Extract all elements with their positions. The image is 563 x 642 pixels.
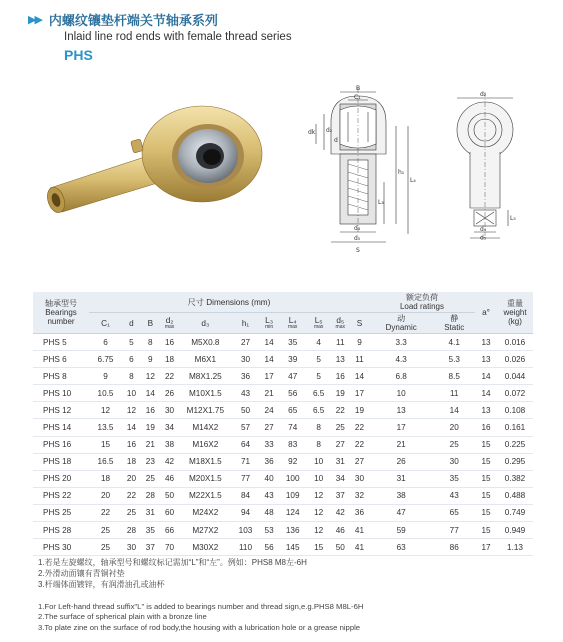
table-cell: 26 [369, 453, 434, 470]
table-cell: 6.75 [89, 351, 122, 368]
table-cell: M10X1.5 [179, 385, 231, 402]
table-cell: 48 [260, 504, 279, 521]
table-cell: 11 [433, 385, 475, 402]
table-cell: 17 [260, 368, 279, 385]
bearing-number-cell: PHS 6 [33, 351, 89, 368]
table-cell: 5 [307, 351, 331, 368]
table-cell: 10 [122, 385, 141, 402]
table-cell: 28 [141, 487, 160, 504]
table-cell: 41 [350, 522, 369, 539]
header-dimensions: 尺寸 Dimensions (mm) [89, 292, 369, 313]
table-cell: 14 [475, 385, 497, 402]
table-cell: 16 [122, 436, 141, 453]
table-cell: M22X1.5 [179, 487, 231, 504]
title-row [28, 10, 292, 29]
note-cn-3: 3.杆端体面镀锌，有润滑油孔或油杯 [38, 580, 165, 589]
table-cell: 47 [369, 504, 434, 521]
table-cell: 31 [369, 470, 434, 487]
table-cell: 14 [122, 419, 141, 436]
table-cell: 77 [433, 522, 475, 539]
table-cell: 59 [369, 522, 434, 539]
table-cell: 57 [231, 419, 259, 436]
table-cell: 34 [330, 470, 350, 487]
table-cell: M24X2 [179, 504, 231, 521]
bearing-number-cell: PHS 22 [33, 487, 89, 504]
table-cell: 25 [89, 522, 122, 539]
table-cell: 4 [307, 334, 331, 351]
table-cell: 19 [141, 419, 160, 436]
col-L5 [307, 313, 331, 334]
table-cell: 124 [279, 504, 307, 521]
table-cell: 0.044 [497, 368, 533, 385]
table-cell: 36 [350, 504, 369, 521]
table-cell: M18X1.5 [179, 453, 231, 470]
col-static [433, 313, 475, 334]
bearing-number-cell: PHS 18 [33, 453, 89, 470]
table-cell: 12 [122, 402, 141, 419]
table-cell: 12 [89, 402, 122, 419]
table-cell: 18 [89, 470, 122, 487]
notes-english [38, 602, 363, 633]
header-load-en: Load ratings [399, 302, 444, 311]
dimensions-table-container [33, 292, 533, 556]
table-row [33, 470, 533, 487]
table-cell: 14 [350, 368, 369, 385]
table-cell: 18 [122, 453, 141, 470]
table-cell: 13 [369, 402, 434, 419]
table-cell: 14 [433, 402, 475, 419]
table-cell: 22 [330, 402, 350, 419]
title-english: Inlaid line rod ends with female thread series [64, 31, 292, 43]
header-weight [497, 292, 533, 334]
table-cell: 74 [279, 419, 307, 436]
table-cell: 19 [330, 385, 350, 402]
double-arrow-icon: ▶▶ [28, 13, 41, 26]
table-cell: 43 [260, 487, 279, 504]
table-cell: 13 [475, 402, 497, 419]
table-cell: 70 [160, 539, 180, 556]
table-cell: M12X1.75 [179, 402, 231, 419]
series-code: PHS [64, 47, 93, 63]
table-cell: 30 [433, 453, 475, 470]
dim-C1-label: C₁ [354, 94, 361, 101]
table-cell: 12 [141, 368, 160, 385]
table-cell: 14 [475, 368, 497, 385]
table-cell: 23 [141, 453, 160, 470]
table-cell: 0.108 [497, 402, 533, 419]
table-cell: 5.3 [433, 351, 475, 368]
dim-dk-label: dk [308, 129, 316, 136]
dim-L3-label: L₃ [378, 199, 384, 206]
table-cell: 83 [279, 436, 307, 453]
col-static-cn: 静 [450, 314, 459, 323]
table-cell: M5X0.8 [179, 334, 231, 351]
bearing-number-cell: PHS 5 [33, 334, 89, 351]
col-d2-label: d₂ [165, 316, 174, 325]
col-d5-sub: max [335, 324, 345, 330]
table-cell: 15 [307, 539, 331, 556]
table-cell: 30 [231, 351, 259, 368]
dim-d3-label: d₃ [354, 225, 361, 232]
table-cell: 15 [475, 504, 497, 521]
table-row [33, 504, 533, 521]
col-dynamic [369, 313, 434, 334]
bearing-number-cell: PHS 12 [33, 402, 89, 419]
table-cell: 145 [279, 539, 307, 556]
table-cell: 0.026 [497, 351, 533, 368]
dim-d-label: d [334, 137, 338, 144]
bearing-number-cell: PHS 20 [33, 470, 89, 487]
table-row [33, 453, 533, 470]
table-cell: 84 [231, 487, 259, 504]
col-C1: C₁ [89, 313, 122, 334]
page-header [28, 10, 292, 63]
header-bearing-en2: number [47, 317, 75, 326]
note-en-1: 1.For Left-hand thread suffix"L" is added to bearings number and thread sign,e.g.PHS8 M8L-6H [38, 602, 364, 611]
table-cell: 13.5 [89, 419, 122, 436]
table-row [33, 402, 533, 419]
table-cell: 20 [89, 487, 122, 504]
table-cell: 8 [141, 334, 160, 351]
table-cell: M14X2 [179, 419, 231, 436]
col-L4 [279, 313, 307, 334]
table-cell: 9 [89, 368, 122, 385]
table-cell: 31 [330, 453, 350, 470]
table-cell: 11 [350, 351, 369, 368]
table-cell: M16X2 [179, 436, 231, 453]
table-cell: 4.1 [433, 334, 475, 351]
table-cell: 63 [369, 539, 434, 556]
table-cell: 0.225 [497, 436, 533, 453]
col-L3-sub: min [265, 324, 274, 330]
table-cell: M20X1.5 [179, 470, 231, 487]
col-d2-sub: max [164, 324, 175, 330]
table-cell: 1.13 [497, 539, 533, 556]
table-cell: 10 [307, 453, 331, 470]
table-cell: 11 [330, 334, 350, 351]
col-h1: h₁ [231, 313, 259, 334]
table-cell: 16 [475, 419, 497, 436]
bearing-number-cell: PHS 14 [33, 419, 89, 436]
table-cell: 22 [122, 487, 141, 504]
table-cell: 25 [89, 539, 122, 556]
side-d2-label: d₂ [480, 91, 487, 98]
table-cell: 0.488 [497, 487, 533, 504]
table-cell: 15 [89, 436, 122, 453]
table-cell: 56 [260, 539, 279, 556]
table-cell: 22 [350, 436, 369, 453]
table-cell: 13 [475, 351, 497, 368]
table-cell: 9 [141, 351, 160, 368]
col-L4-sub: max [287, 324, 298, 330]
table-cell: 15 [475, 436, 497, 453]
table-header-bottom [33, 313, 533, 334]
table-cell: 46 [330, 522, 350, 539]
col-S: S [350, 313, 369, 334]
table-cell: 22 [350, 419, 369, 436]
bearing-number-cell: PHS 28 [33, 522, 89, 539]
note-en-3: 3.To plate zine on the surface of rod body,the housing with a lubrication hole or a grease nipple [38, 622, 361, 632]
table-cell: M8X1.25 [179, 368, 231, 385]
table-cell: 0.016 [497, 334, 533, 351]
table-cell: 9 [350, 334, 369, 351]
table-cell: 66 [160, 522, 180, 539]
table-row [33, 351, 533, 368]
header-weight-en2: (kg) [508, 317, 522, 326]
table-cell: 5 [122, 334, 141, 351]
table-cell: 6.8 [369, 368, 434, 385]
table-cell: 5 [307, 368, 331, 385]
table-cell: 47 [279, 368, 307, 385]
table-cell: M27X2 [179, 522, 231, 539]
table-cell: 39 [279, 351, 307, 368]
title-chinese: 内螺纹镶垫杆端关节轴承系列 [48, 14, 218, 29]
side-d5-label: d₅ [480, 234, 487, 240]
table-cell: 27 [330, 436, 350, 453]
table-cell: 13 [330, 351, 350, 368]
table-cell: 8 [307, 419, 331, 436]
table-cell: 30 [350, 470, 369, 487]
table-cell: 22 [89, 504, 122, 521]
table-cell: 40 [260, 470, 279, 487]
table-cell: 36 [231, 368, 259, 385]
table-cell: 94 [231, 504, 259, 521]
table-cell: 42 [160, 453, 180, 470]
table-cell: 60 [160, 504, 180, 521]
table-cell: 28 [122, 522, 141, 539]
table-cell: 12 [307, 487, 331, 504]
table-row [33, 487, 533, 504]
table-cell: 25 [433, 436, 475, 453]
table-cell: 26 [160, 385, 180, 402]
table-cell: 38 [160, 436, 180, 453]
table-cell: 17 [475, 539, 497, 556]
table-cell: 110 [231, 539, 259, 556]
table-cell: 30 [160, 402, 180, 419]
table-cell: 0.161 [497, 419, 533, 436]
col-L5-sub: max [313, 324, 324, 330]
table-cell: 37 [141, 539, 160, 556]
dim-L4-label: L₄ [410, 177, 416, 184]
table-cell: 16 [160, 334, 180, 351]
table-cell: 31 [141, 504, 160, 521]
notes-chinese [38, 557, 307, 590]
table-cell: 77 [231, 470, 259, 487]
header-bearing-cn: 轴承型号 [45, 299, 77, 308]
dim-h1-label: h₁ [398, 169, 405, 176]
table-cell: 25 [330, 419, 350, 436]
col-d2 [160, 313, 180, 334]
table-cell: 42 [330, 504, 350, 521]
table-cell: 36 [260, 453, 279, 470]
table-cell: 13 [475, 334, 497, 351]
table-cell: 12 [307, 504, 331, 521]
header-alpha: a° [475, 292, 497, 334]
dim-d5-label: d₅ [354, 235, 361, 242]
table-cell: 6 [89, 334, 122, 351]
bearing-number-cell: PHS 8 [33, 368, 89, 385]
table-cell: 8 [307, 436, 331, 453]
bearing-number-cell: PHS 25 [33, 504, 89, 521]
col-d: d [122, 313, 141, 334]
table-cell: 38 [369, 487, 434, 504]
col-L3-label: L₃ [265, 316, 274, 325]
table-cell: 16.5 [89, 453, 122, 470]
table-cell: 19 [350, 402, 369, 419]
table-cell: 35 [141, 522, 160, 539]
table-cell: 0.072 [497, 385, 533, 402]
table-cell: 0.949 [497, 522, 533, 539]
table-cell: 34 [160, 419, 180, 436]
table-cell: 27 [350, 453, 369, 470]
header-weight-cn: 重量 [507, 299, 523, 308]
table-cell: 8 [122, 368, 141, 385]
table-cell: 20 [433, 419, 475, 436]
col-d5 [330, 313, 350, 334]
header-bearing-en1: Bearings [45, 308, 77, 317]
table-cell: 18 [160, 351, 180, 368]
table-cell: 64 [231, 436, 259, 453]
table-cell: 53 [260, 522, 279, 539]
table-cell: 15 [475, 487, 497, 504]
table-cell: 33 [260, 436, 279, 453]
note-en-2: 2.The surface of spherical plain with a bronze line [38, 612, 207, 622]
col-d5-label: d₅ [336, 316, 345, 325]
col-L5-label: L₅ [314, 316, 323, 325]
table-cell: 10.5 [89, 385, 122, 402]
product-photo [40, 100, 295, 220]
col-B: B [141, 313, 160, 334]
table-cell: 109 [279, 487, 307, 504]
table-cell: 0.749 [497, 504, 533, 521]
table-cell: 10 [307, 470, 331, 487]
table-cell: 136 [279, 522, 307, 539]
header-bearing-number [33, 292, 89, 334]
table-cell: 16 [141, 402, 160, 419]
dim-S-label: S [356, 247, 360, 254]
table-cell: 43 [231, 385, 259, 402]
table-cell: 22 [160, 368, 180, 385]
table-cell: 0.382 [497, 470, 533, 487]
table-body [33, 334, 533, 556]
table-cell: 65 [279, 402, 307, 419]
table-cell: 50 [160, 487, 180, 504]
table-cell: 21 [141, 436, 160, 453]
table-row [33, 385, 533, 402]
table-cell: 25 [122, 504, 141, 521]
col-d3: d₃ [179, 313, 231, 334]
table-cell: 6 [122, 351, 141, 368]
note-cn-1: 1.若是左旋螺纹，轴承型号和螺纹标记需加“L”和“左”。例如：PHS8 M8左-6H [38, 558, 307, 567]
dimensions-table [33, 292, 533, 556]
table-cell: 27 [260, 419, 279, 436]
table-cell: 35 [433, 470, 475, 487]
table-cell: 103 [231, 522, 259, 539]
bearing-number-cell: PHS 10 [33, 385, 89, 402]
table-cell: 24 [260, 402, 279, 419]
header-load-cn: 额定负荷 [405, 293, 438, 302]
table-row [33, 419, 533, 436]
table-cell: 15 [475, 522, 497, 539]
table-cell: 50 [231, 402, 259, 419]
table-cell: 92 [279, 453, 307, 470]
header-load-ratings [369, 292, 475, 313]
side-L5-label: L₅ [510, 215, 516, 222]
dim-B-label: B [356, 85, 361, 92]
table-row [33, 539, 533, 556]
table-cell: 37 [330, 487, 350, 504]
table-cell: 3.3 [369, 334, 434, 351]
front-section-drawing [296, 82, 436, 262]
table-cell: 56 [279, 385, 307, 402]
table-cell: 71 [231, 453, 259, 470]
table-row [33, 436, 533, 453]
table-cell: 32 [350, 487, 369, 504]
table-cell: M30X2 [179, 539, 231, 556]
table-cell: 0.295 [497, 453, 533, 470]
col-dynamic-en: Dynamic [385, 323, 417, 332]
col-L4-label: L₄ [288, 316, 297, 325]
table-cell: 21 [369, 436, 434, 453]
table-row [33, 522, 533, 539]
table-cell: 41 [350, 539, 369, 556]
table-header-top [33, 292, 533, 313]
table-cell: 14 [141, 385, 160, 402]
table-cell: 17 [369, 419, 434, 436]
table-cell: 21 [260, 385, 279, 402]
table-cell: 15 [475, 453, 497, 470]
table-cell: 50 [330, 539, 350, 556]
table-cell: 86 [433, 539, 475, 556]
table-cell: 14 [260, 334, 279, 351]
table-cell: 20 [122, 470, 141, 487]
table-cell: 16 [330, 368, 350, 385]
side-view-drawing [450, 90, 540, 240]
bearing-number-cell: PHS 16 [33, 436, 89, 453]
table-cell: 46 [160, 470, 180, 487]
col-static-en: Static [444, 323, 465, 332]
side-d4-label: d₄ [480, 226, 487, 233]
table-cell: 43 [433, 487, 475, 504]
table-cell: M6X1 [179, 351, 231, 368]
col-L3 [260, 313, 279, 334]
table-cell: 30 [122, 539, 141, 556]
table-cell: 12 [307, 522, 331, 539]
table-cell: 10 [369, 385, 434, 402]
bearing-number-cell: PHS 30 [33, 539, 89, 556]
dim-d2-label: d₂ [326, 127, 333, 134]
table-cell: 25 [141, 470, 160, 487]
table-cell: 4.3 [369, 351, 434, 368]
header-weight-en1: weight [503, 308, 527, 317]
table-cell: 100 [279, 470, 307, 487]
table-cell: 17 [350, 385, 369, 402]
table-cell: 27 [231, 334, 259, 351]
table-row [33, 368, 533, 385]
table-row [33, 334, 533, 351]
table-cell: 35 [279, 334, 307, 351]
col-dynamic-cn: 动 [397, 314, 406, 323]
table-cell: 6.5 [307, 385, 331, 402]
table-cell: 65 [433, 504, 475, 521]
table-cell: 15 [475, 470, 497, 487]
table-cell: 6.5 [307, 402, 331, 419]
table-cell: 8.5 [433, 368, 475, 385]
note-cn-2: 2.外滑动面镶有青铜衬垫 [38, 569, 125, 578]
table-cell: 14 [260, 351, 279, 368]
